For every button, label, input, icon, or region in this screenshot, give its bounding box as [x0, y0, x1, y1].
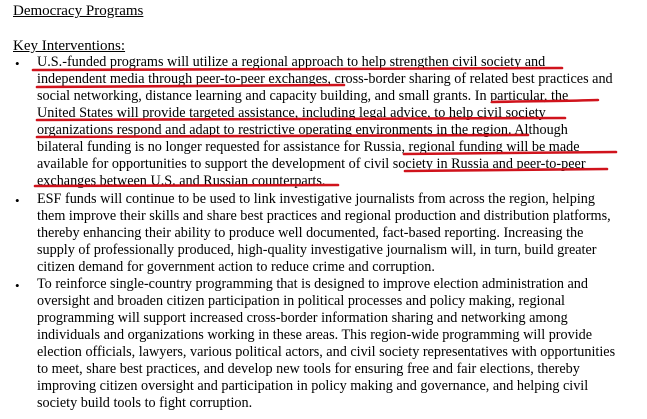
- paragraph-line: independent media through peer-to-peer exchanges, cross-border sharing of related best practices and: [37, 71, 613, 87]
- section-heading: Democracy Programs: [13, 3, 144, 19]
- bullet-marker: •: [15, 193, 20, 208]
- paragraph-line: U.S.-funded programs will utilize a regional approach to help strengthen civil society and: [37, 54, 546, 70]
- paragraph-line: organizations respond and adapt to restrictive operating environments in the region. Although: [37, 122, 568, 138]
- paragraph-line: individuals and organizations working in these areas. This region-wide programming will provide: [37, 327, 593, 343]
- paragraph-line: oversight and broaden citizen participation in political processes and policy making, regional: [37, 293, 565, 309]
- paragraph-line: available for opportunities to support the development of civil society in Russia and peer-to-peer: [37, 156, 586, 172]
- paragraph-line: United States will provide targeted assistance, including legal advice, to help civil society: [37, 105, 546, 121]
- paragraph-line: election officials, lawyers, various political actors, and civil society representatives with opportunities: [37, 344, 616, 360]
- paragraph-line: To reinforce single-country programming that is designed to improve election administration and: [37, 276, 588, 292]
- paragraph-line: supply of professionally produced, high-quality investigative journalism will, in turn, build greater: [37, 242, 597, 258]
- section-subheading: Key Interventions:: [13, 38, 126, 54]
- bullet-marker: •: [15, 278, 20, 293]
- paragraph-line: exchanges between U.S. and Russian counterparts.: [37, 173, 326, 189]
- paragraph-line: ESF funds will continue to be used to link investigative journalists from across the region, helping: [37, 191, 595, 207]
- paragraph-line: social networking, distance learning and capacity building, and small grants. In particular, the: [37, 88, 569, 104]
- paragraph-line: improving citizen oversight and participation in policy making and governance, and helping civil: [37, 378, 589, 394]
- bullet-marker: •: [15, 56, 20, 71]
- paragraph-line: citizen demand for government action to reduce crime and corruption.: [37, 259, 435, 275]
- paragraph-line: society build tools to fight corruption.: [37, 395, 253, 411]
- paragraph-line: thereby enhancing their ability to produce well documented, fact-based reporting. Increasing the: [37, 225, 584, 241]
- paragraph-line: programming will support increased cross-border information sharing and networking among: [37, 310, 568, 326]
- paragraph-line: bilateral funding is no longer requested for assistance for Russia, regional funding will be made: [37, 139, 580, 155]
- paragraph-line: to meet, share best practices, and develop new tools for ensuring free and fair elections, thereby: [37, 361, 580, 377]
- paragraph-line: them improve their skills and share best practices and regional production and distribution platforms,: [37, 208, 611, 224]
